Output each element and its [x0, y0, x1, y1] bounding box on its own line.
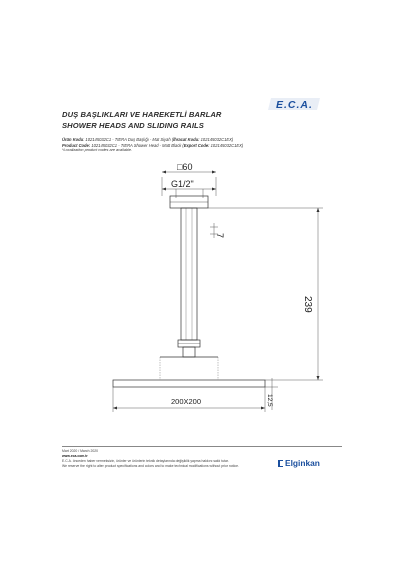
export-code-tr-value: 102145032C1EX) [199, 137, 234, 142]
dim-thread-label: G1/2" [171, 179, 194, 189]
elginkan-logo-text: Elginkan [285, 458, 320, 468]
footer-disclaimer-tr: E.C.A. önceden haber vermeksizin, ürünler ve ürünlerin teknik detaylarında değişiklik yapma hakkını saklı tutar. [62, 459, 229, 463]
export-code-en-value: 102145032C1EX) [209, 142, 244, 148]
title-turkish: DUŞ BAŞLIKLARI VE HAREKETLİ BARLAR [62, 110, 222, 119]
connector-joint [183, 347, 195, 357]
title-english: SHOWER HEADS AND SLIDING RAILS [62, 121, 204, 130]
footer-divider [62, 446, 342, 447]
dim-thickness-label: 12,5 [266, 394, 273, 407]
eca-logo-text: E.C.A. [276, 99, 313, 111]
product-code-tr-label: Ürün Kodu [62, 137, 84, 142]
dim-top-label: □60 [177, 162, 193, 172]
footer-website[interactable]: www.eca.com.tr [62, 454, 88, 458]
shower-arm [181, 208, 197, 340]
export-code-tr-label: İhracat Kodu: [173, 137, 200, 142]
elginkan-logo-icon [278, 460, 283, 467]
export-code-en-label: Export Code: [183, 142, 210, 148]
dim-height-label: 239 [302, 296, 313, 313]
product-code-en-text: 102145032C1 - TIERA Shower Head - Matt Black ( [90, 142, 184, 148]
elginkan-logo [278, 458, 320, 468]
product-code-tr-text: : 102145032C1 - TIERA Duş Başlığı - Mat Siyah ( [83, 137, 174, 142]
dim-plate-label: 200X200 [171, 397, 202, 406]
footer-date: Mart 2020 / March 2020 [62, 449, 98, 453]
dim-small-label: 7 [215, 233, 225, 239]
footer-disclaimer-en: We reserve the right to alter product specifications and colors and to make technical modifications without prior notice. [62, 464, 239, 468]
product-code-en-label: Product Code: [62, 142, 91, 148]
localization-note: *Localization product codes are available. [62, 148, 133, 152]
shower-head-plate [113, 380, 265, 387]
